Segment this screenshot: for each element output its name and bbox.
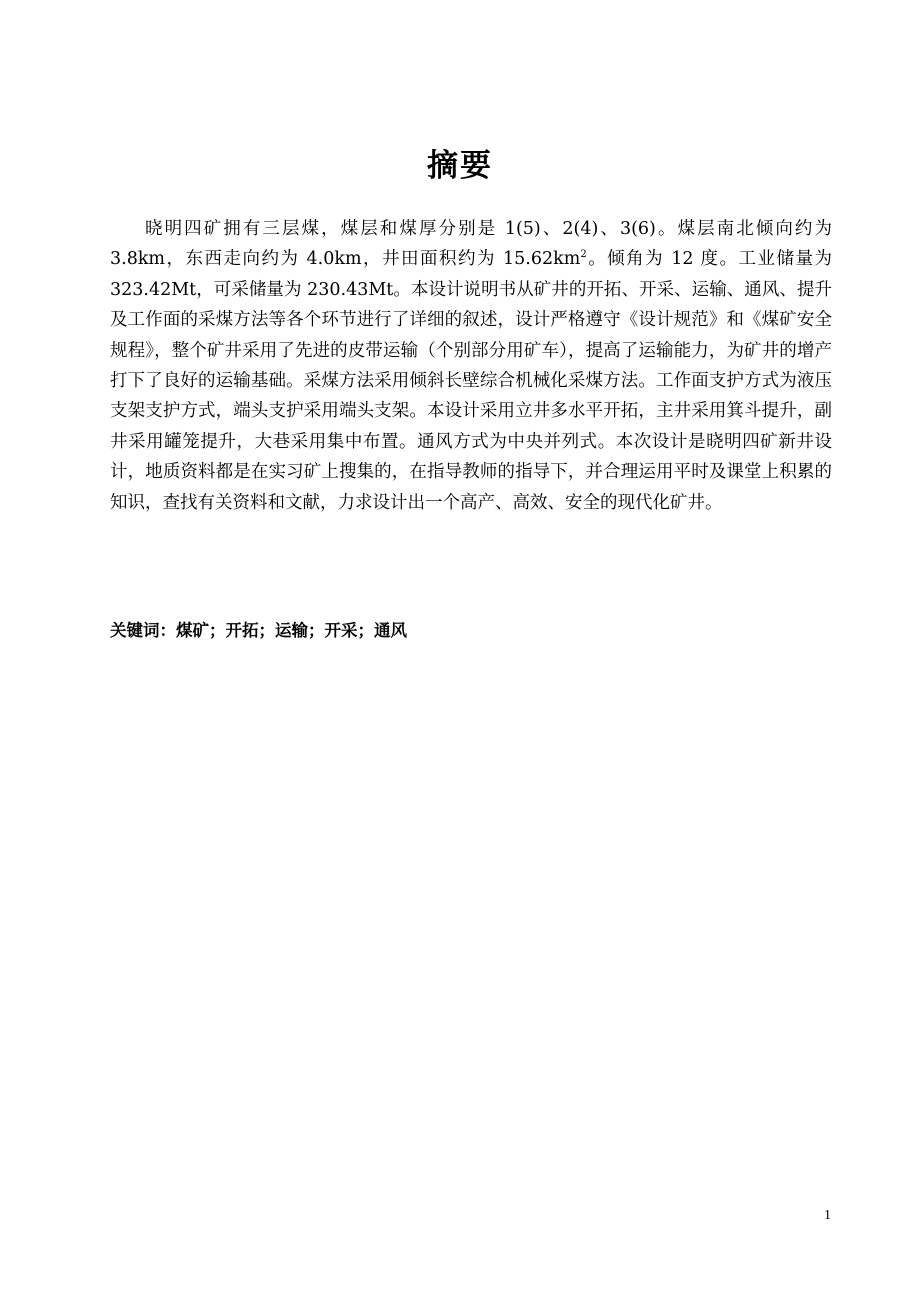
abstract-text-part1: 晓明四矿拥有三层煤，煤层和煤厚分别是 1(5)、2(4)、3(6)。煤层南北倾向约为 3.8km，东西走向约为 4.0km，井田面积约为 15.62km xyxy=(110,219,832,270)
abstract-paragraph xyxy=(110,214,832,518)
page-number: 1 xyxy=(824,1208,831,1223)
keywords-line: 关键词：煤矿；开拓；运输；开采；通风 xyxy=(110,621,407,640)
abstract-title: 摘要 xyxy=(427,148,493,184)
area-unit-superscript: 2 xyxy=(580,249,587,261)
abstract-text-part2: 。倾角为 12 度。工业储量为 323.42Mt，可采储量为 230.43Mt。本设计说明书从矿井的开拓、开采、运输、通风、提升及工作面的采煤方法等各个环节进行了详细的叙述，设计严格遵守《设计规范》和《煤矿安全规程》，整个矿井采用了先进的皮带运输（个别部分用矿车），提高了运输能力，为矿井的增产打下了良好的运输基础。采煤方法采用倾斜长壁综合机械化采煤方法。工作面支护方式为液压支架支护方式，端头支护采用端头支架。本设计采用立井多水平开拓，主井采用箕斗提升，副井采用罐笼提升，大巷采用集中布置。通风方式为中央并列式。本次设计是晓明四矿新井设计，地质资料都是在实习矿上搜集的，在指导教师的指导下，并合理运用平时及课堂上积累的知识，查找有关资料和文献，力求设计出一个高产、高效、安全的现代化矿井。 xyxy=(110,249,832,513)
